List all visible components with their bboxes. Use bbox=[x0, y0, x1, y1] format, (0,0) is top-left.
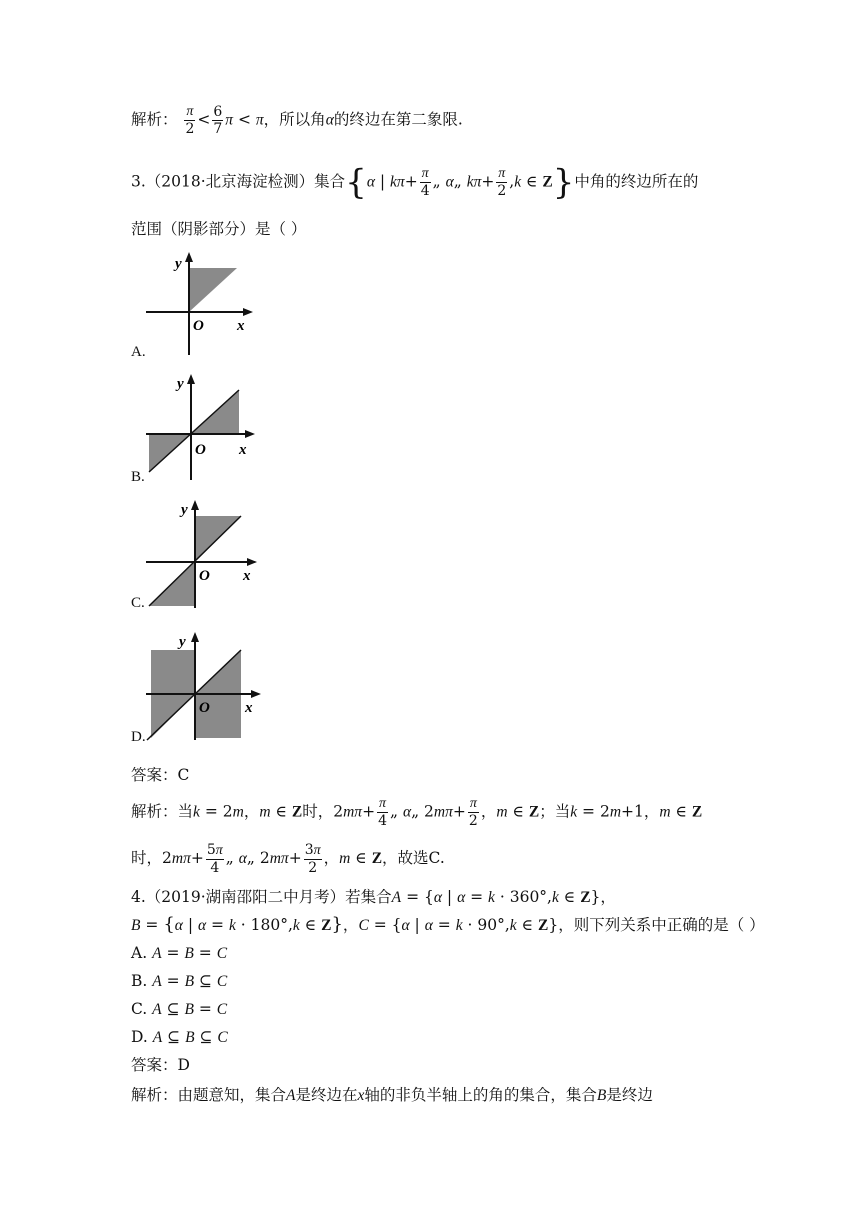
analysis-text-2: 的终边在第二象限. bbox=[333, 110, 463, 129]
q4-option-b-label: B. bbox=[131, 972, 148, 990]
axis-y-label: y bbox=[181, 502, 188, 518]
figure-b bbox=[131, 372, 261, 482]
q4-analysis-end: 是终边 bbox=[606, 1086, 653, 1104]
origin-label: O bbox=[199, 568, 210, 584]
option-c-label: C. bbox=[131, 595, 145, 611]
origin-label: O bbox=[193, 318, 204, 334]
figure-d bbox=[131, 630, 266, 742]
q3-analysis-label: 解析：当 bbox=[131, 802, 194, 821]
q3-answer: 答案：C bbox=[131, 766, 190, 784]
axis-y-label: y bbox=[179, 634, 186, 650]
origin-label: O bbox=[199, 700, 210, 716]
shade-d-q2 bbox=[151, 650, 195, 694]
figure-c bbox=[131, 498, 261, 610]
q4-stem-tail: ，则下列关系中正确的是（ ） bbox=[558, 916, 765, 934]
q4-analysis-text: 解析：由题意知，集合 bbox=[131, 1086, 287, 1104]
q4-option-a-label: A. bbox=[131, 944, 148, 962]
axis-x-label: x bbox=[243, 568, 251, 584]
axis-x-label: x bbox=[239, 442, 247, 458]
q4-stem-line2: B = {α | α = k · 180°,k ∈ Z}，C = {α | α = k · 90°,k ∈ Z}，则下列关系中正确的是（ ） bbox=[131, 914, 765, 935]
axis-y-label: y bbox=[175, 256, 182, 272]
q4-option-d: D. A ⊆ B ⊆ C bbox=[131, 1028, 228, 1046]
analysis-label: 解析： bbox=[131, 110, 178, 129]
q4-analysis: 解析：由题意知，集合A是终边在x轴的非负半轴上的角的集合，集合B是终边 bbox=[131, 1086, 653, 1104]
q3-analysis-line1: 解析：当k = 2m，m ∈ Z时，2mπ+ $\frac{\pi}{4}$ „ α„ 2mπ+ $\frac{\pi}{2}$ ，m ∈ Z；当k = 2m+1，m ∈ Z bbox=[131, 796, 703, 829]
analysis-text: ，所以角 bbox=[263, 110, 326, 129]
q3-stem-suffix: 中角的终边所在的 bbox=[574, 172, 699, 191]
q4-stem-prefix: 4.（2019·湖南邵阳二中月考）若集合 bbox=[131, 888, 392, 906]
q4-option-c-label: C. bbox=[131, 1000, 148, 1018]
q4-analysis-mid: 是终边在 bbox=[295, 1086, 358, 1104]
q3-stem-line2: 范围（阴影部分）是（ ） bbox=[131, 220, 307, 238]
option-b-label: B. bbox=[131, 469, 145, 485]
option-a-label: A. bbox=[131, 344, 146, 360]
q4-stem: 4.（2019·湖南邵阳二中月考）若集合A = {α | α = k · 360°,k ∈ Z}， bbox=[131, 888, 616, 906]
q3-stem-prefix: 3.（2018·北京海淀检测）集合 bbox=[131, 172, 346, 191]
axis-x-label: x bbox=[237, 318, 245, 334]
figure-a bbox=[131, 250, 261, 360]
q3-analysis-dang2: ；当 bbox=[539, 802, 571, 821]
q2-analysis: 解析： $\frac{\pi}{2}$ < $\frac{6}{7}$ π < π，所以角α的终边在第二象限. bbox=[131, 104, 463, 137]
q4-analysis-mid2: 轴的非负半轴上的角的集合，集合 bbox=[364, 1086, 597, 1104]
option-d-label: D. bbox=[131, 729, 146, 745]
q3-analysis-end: ，故选C. bbox=[382, 849, 445, 867]
q3-stem: 3.（2018·北京海淀检测）集合{α | kπ+ $\frac{\pi}{4}$ „ α„ kπ+ $\frac{\pi}{2}$ ,k ∈ Z}中角的终边所在的 bbox=[131, 162, 699, 203]
q3-analysis-line2: 时，2mπ+ $\frac{5\pi}{4}$ „ α„ 2mπ+ $\frac{3\pi}{2}$ ，m ∈ Z，故选C. bbox=[131, 842, 445, 876]
q4-option-c: C. A ⊆ B = C bbox=[131, 1000, 228, 1018]
q4-option-a: A. A = B = C bbox=[131, 944, 228, 962]
q3-analysis-shi: 时， bbox=[302, 802, 334, 821]
axis-y-label: y bbox=[177, 376, 184, 392]
shade-a bbox=[189, 268, 237, 312]
origin-label: O bbox=[195, 442, 206, 458]
q4-option-d-label: D. bbox=[131, 1028, 148, 1046]
q4-option-b: B. A = B ⊆ C bbox=[131, 972, 228, 990]
axis-x-label: x bbox=[245, 700, 253, 716]
q3-analysis-line2-shi: 时， bbox=[131, 849, 163, 867]
q4-answer: 答案：D bbox=[131, 1056, 190, 1074]
